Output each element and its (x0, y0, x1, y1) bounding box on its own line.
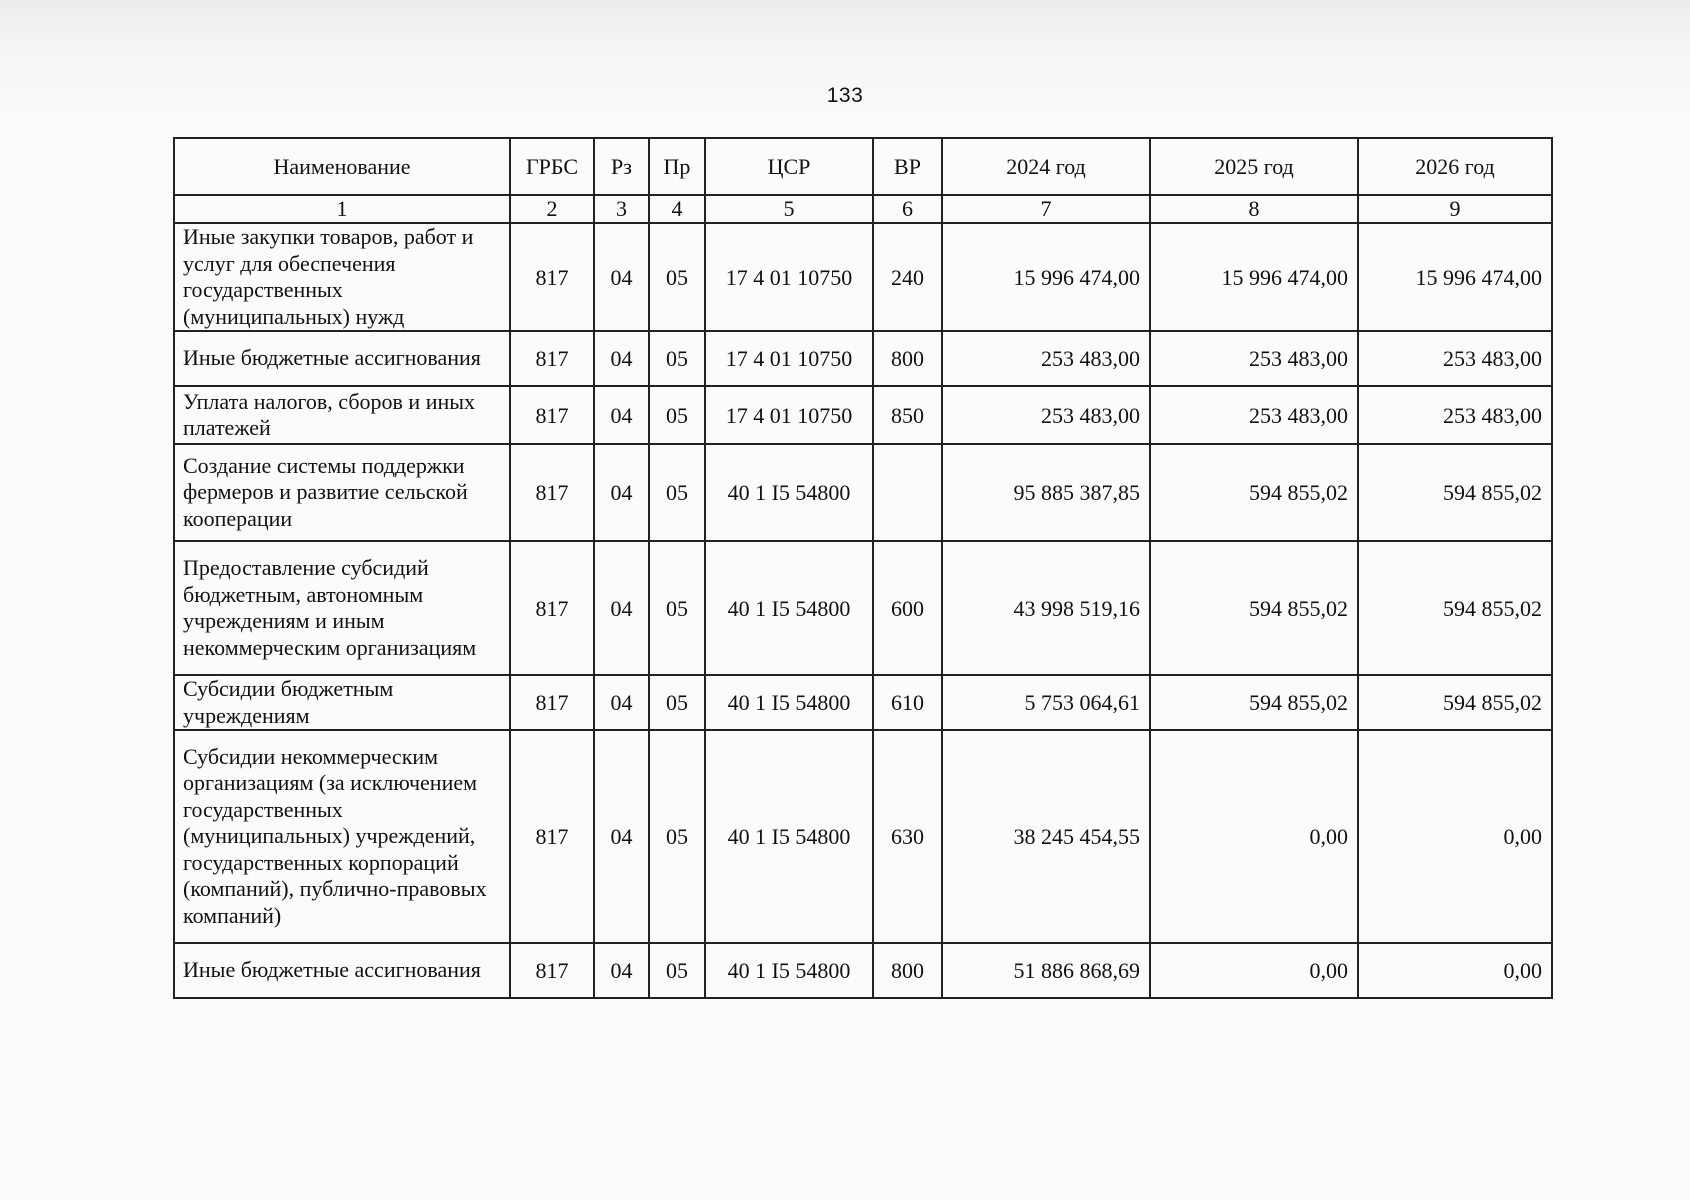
table-row (174, 730, 1552, 943)
row-grbs: 817 (510, 943, 594, 998)
row-name: Субсидии бюджетным учреждениям (174, 675, 510, 730)
row-amount-2025: 253 483,00 (1150, 331, 1358, 386)
budget-table (173, 137, 1553, 999)
column-number: 4 (649, 195, 705, 223)
column-number: 9 (1358, 195, 1552, 223)
row-pr: 05 (649, 541, 705, 675)
header-vr: ВР (873, 138, 942, 195)
row-amount-2026: 253 483,00 (1358, 386, 1552, 444)
row-rz: 04 (594, 223, 649, 331)
row-amount-2025: 594 855,02 (1150, 675, 1358, 730)
row-grbs: 817 (510, 444, 594, 541)
table-row (174, 223, 1552, 331)
row-pr: 05 (649, 730, 705, 943)
row-rz: 04 (594, 331, 649, 386)
row-vr: 850 (873, 386, 942, 444)
row-amount-2025: 594 855,02 (1150, 541, 1358, 675)
row-name: Иные бюджетные ассигнования (174, 943, 510, 998)
row-csr: 17 4 01 10750 (705, 386, 873, 444)
table-row (174, 444, 1552, 541)
header-2026: 2026 год (1358, 138, 1552, 195)
row-amount-2025: 253 483,00 (1150, 386, 1358, 444)
row-csr: 40 1 I5 54800 (705, 444, 873, 541)
row-csr: 40 1 I5 54800 (705, 541, 873, 675)
table-row (174, 943, 1552, 998)
row-pr: 05 (649, 331, 705, 386)
table-row (174, 675, 1552, 730)
row-csr: 40 1 I5 54800 (705, 943, 873, 998)
row-amount-2026: 0,00 (1358, 730, 1552, 943)
row-vr: 800 (873, 943, 942, 998)
row-amount-2024: 15 996 474,00 (942, 223, 1150, 331)
row-amount-2026: 253 483,00 (1358, 331, 1552, 386)
row-pr: 05 (649, 675, 705, 730)
row-vr: 610 (873, 675, 942, 730)
row-amount-2024: 253 483,00 (942, 386, 1150, 444)
column-number: 7 (942, 195, 1150, 223)
row-amount-2024: 253 483,00 (942, 331, 1150, 386)
table-row (174, 386, 1552, 444)
row-grbs: 817 (510, 675, 594, 730)
row-amount-2026: 594 855,02 (1358, 675, 1552, 730)
row-grbs: 817 (510, 386, 594, 444)
row-amount-2024: 38 245 454,55 (942, 730, 1150, 943)
table-row (174, 541, 1552, 675)
row-pr: 05 (649, 444, 705, 541)
header-grbs: ГРБС (510, 138, 594, 195)
row-grbs: 817 (510, 541, 594, 675)
row-name: Уплата налогов, сборов и иных платежей (174, 386, 510, 444)
header-name: Наименование (174, 138, 510, 195)
row-rz: 04 (594, 444, 649, 541)
row-name: Иные бюджетные ассигнования (174, 331, 510, 386)
column-number: 8 (1150, 195, 1358, 223)
row-pr: 05 (649, 943, 705, 998)
column-number: 3 (594, 195, 649, 223)
row-vr (873, 444, 942, 541)
row-name: Субсидии некоммерческим организациям (за исключением государственных (муниципальных) учреждений, государственных корпораций (компаний), публично-правовых компаний) (174, 730, 510, 943)
row-name: Иные закупки товаров, работ и услуг для обеспечения государственных (муниципальных) нужд (174, 223, 510, 331)
row-grbs: 817 (510, 331, 594, 386)
row-amount-2025: 0,00 (1150, 730, 1358, 943)
row-rz: 04 (594, 386, 649, 444)
header-2024: 2024 год (942, 138, 1150, 195)
row-vr: 630 (873, 730, 942, 943)
row-csr: 40 1 I5 54800 (705, 730, 873, 943)
row-amount-2024: 5 753 064,61 (942, 675, 1150, 730)
row-grbs: 817 (510, 223, 594, 331)
row-name: Создание системы поддержки фермеров и развитие сельской кооперации (174, 444, 510, 541)
row-vr: 800 (873, 331, 942, 386)
header-row (174, 138, 1552, 195)
row-amount-2026: 0,00 (1358, 943, 1552, 998)
row-rz: 04 (594, 675, 649, 730)
row-amount-2025: 15 996 474,00 (1150, 223, 1358, 331)
row-vr: 600 (873, 541, 942, 675)
table-row (174, 331, 1552, 386)
page-number: 133 (826, 84, 864, 107)
column-number: 2 (510, 195, 594, 223)
row-pr: 05 (649, 386, 705, 444)
row-pr: 05 (649, 223, 705, 331)
column-number-row (174, 195, 1552, 223)
header-rz: Рз (594, 138, 649, 195)
row-amount-2024: 43 998 519,16 (942, 541, 1150, 675)
header-2025: 2025 год (1150, 138, 1358, 195)
header-pr: Пр (649, 138, 705, 195)
row-amount-2026: 594 855,02 (1358, 444, 1552, 541)
row-rz: 04 (594, 541, 649, 675)
row-rz: 04 (594, 943, 649, 998)
row-amount-2024: 95 885 387,85 (942, 444, 1150, 541)
row-csr: 40 1 I5 54800 (705, 675, 873, 730)
row-amount-2025: 0,00 (1150, 943, 1358, 998)
header-csr: ЦСР (705, 138, 873, 195)
row-vr: 240 (873, 223, 942, 331)
row-rz: 04 (594, 730, 649, 943)
row-name: Предоставление субсидий бюджетным, автономным учреждениям и иным некоммерческим организациям (174, 541, 510, 675)
row-amount-2026: 15 996 474,00 (1358, 223, 1552, 331)
column-number: 6 (873, 195, 942, 223)
row-amount-2024: 51 886 868,69 (942, 943, 1150, 998)
row-csr: 17 4 01 10750 (705, 223, 873, 331)
row-grbs: 817 (510, 730, 594, 943)
column-number: 1 (174, 195, 510, 223)
column-number: 5 (705, 195, 873, 223)
row-amount-2026: 594 855,02 (1358, 541, 1552, 675)
row-amount-2025: 594 855,02 (1150, 444, 1358, 541)
row-csr: 17 4 01 10750 (705, 331, 873, 386)
